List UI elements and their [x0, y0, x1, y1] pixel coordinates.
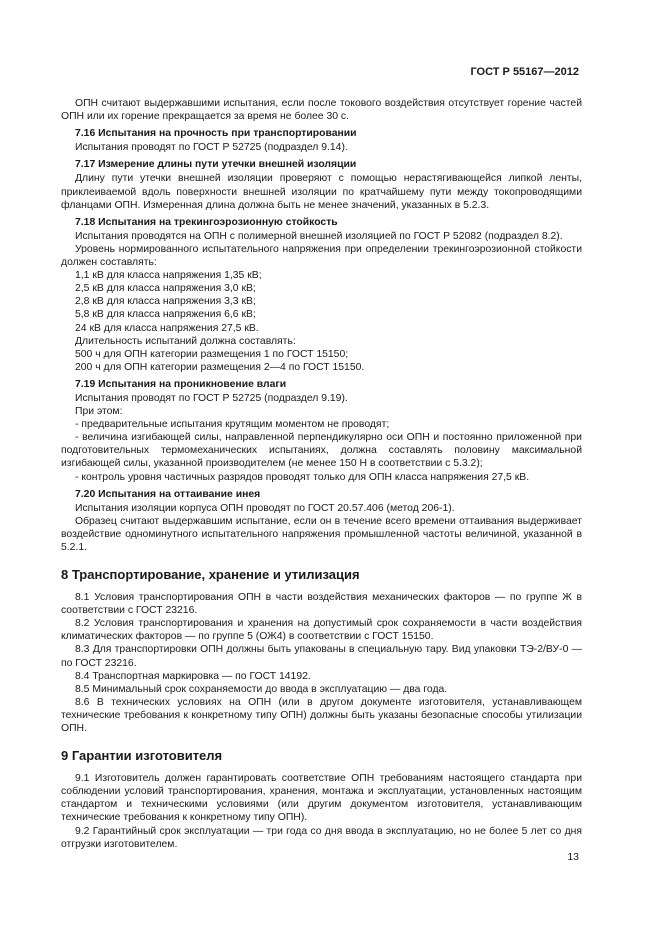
page-number: 13 [567, 851, 579, 863]
clause-8-1: 8.1 Условия транспортирования ОПН в части воздействия механических факторов — по группе Ж в соответствии с ГОСТ 23216. [61, 592, 582, 617]
list-bullet: - контроль уровня частичных разрядов проводят только для ОПН класса напряжения 27,5 кВ. [75, 471, 530, 483]
section-8-heading: 8 Транспортирование, хранение и утилизация [61, 567, 360, 583]
page-content [61, 97, 582, 851]
voltage-item: 2,5 кВ для класса напряжения 3,0 кВ; [75, 283, 256, 295]
section-7-20-text-2: Образец считают выдержавшим испытание, если он в течение всего времени оттаивания выдерживает воздействие одноминутного испытательного напряжения промышленной частоты величиной, указанной в 5.2.1. [61, 515, 582, 553]
section-7-17-text: Длину пути утечки внешней изоляции проверяют с помощью нерастягивающейся липкой ленты, приклеиваемой вдоль поверхности внешней изоляции по кратчайшему пути между токопроводящими фланцами ОПН. Измеренная длина должна быть не менее значений, указанных в 5.2.3. [61, 173, 582, 211]
intro-paragraph: ОПН считают выдержавшими испытания, если после токового воздействия отсутствует горение частей ОПН или их горение прекращается за время не более 30 с. [61, 98, 582, 123]
voltage-item: 24 кВ для класса напряжения 27,5 кВ. [75, 322, 259, 334]
section-7-16-heading: 7.16 Испытания на прочность при транспортировании [75, 128, 357, 140]
section-7-17-heading: 7.17 Измерение длины пути утечки внешней изоляции [75, 159, 357, 171]
voltage-item: 2,8 кВ для класса напряжения 3,3 кВ; [75, 296, 256, 308]
clause-9-2: 9.2 Гарантийный срок эксплуатации — три года со дня ввода в эксплуатацию, но не более 5 лет со дня отгрузки изготовителем. [61, 825, 582, 850]
section-7-19-text-2: При этом: [75, 406, 123, 418]
clause-8-3: 8.3 Для транспортировки ОПН должны быть упакованы в специальную тару. Вид упаковки ТЭ-2/ВУ-0 — по ГОСТ 23216. [61, 644, 582, 669]
duration-item: 500 ч для ОПН категории размещения 1 по ГОСТ 15150; [75, 348, 349, 360]
section-7-18-text-1: Испытания проводятся на ОПН с полимерной внешней изоляцией по ГОСТ Р 52082 (подраздел 8.2). [75, 230, 563, 242]
voltage-item: 5,8 кВ для класса напряжения 6,6 кВ; [75, 309, 256, 321]
duration-item: 200 ч для ОПН категории размещения 2—4 по ГОСТ 15150. [75, 361, 365, 373]
clause-8-5: 8.5 Минимальный срок сохраняемости до ввода в эксплуатацию — два года. [75, 683, 448, 695]
section-7-19-heading: 7.19 Испытания на проникновение влаги [75, 378, 287, 390]
section-7-19-text-1: Испытания проводят по ГОСТ Р 52725 (подраздел 9.19). [75, 392, 348, 404]
section-7-20-text-1: Испытания изоляции корпуса ОПН проводят по ГОСТ 20.57.406 (метод 206-1). [75, 502, 455, 514]
section-7-18-heading: 7.18 Испытания на трекингоэрозионную стойкость [75, 216, 338, 228]
section-7-18-text-3: Длительность испытаний должна составлять: [75, 335, 296, 347]
section-7-16-text: Испытания проводят по ГОСТ Р 52725 (подраздел 9.14). [75, 142, 348, 154]
clause-8-6: 8.6 В технических условиях на ОПН (или в другом документе изготовителя, устанавливающем технические требования к конкретному типу ОПН) должны быть указаны безопасные способы утилизации ОПН. [61, 696, 582, 735]
clause-9-1: 9.1 Изготовитель должен гарантировать соответствие ОПН требованиям настоящего стандарта при соблюдении условий транспортирования, хранения, монтажа и эксплуатации, установленных настоящим стандартом и техническими условиями (или другим документом изготовителя, устанавливающим технические требования к конкретному типу ОПН). [61, 773, 582, 824]
list-bullet: - величина изгибающей силы, направленной перпендикулярно оси ОПН и постоянно приложенной при подготовительных термомеханических испытаниях, должна составлять половину максимальной изгибающей силы, указанной производителем (не менее 150 Н в соответствии с 5.3.2); [61, 432, 582, 470]
section-9-heading: 9 Гарантии изготовителя [61, 748, 223, 764]
list-bullet: - предварительные испытания крутящим моментом не проводят; [75, 419, 390, 431]
voltage-item: 1,1 кВ для класса напряжения 1,35 кВ; [75, 270, 262, 282]
document-code: ГОСТ Р 55167—2012 [470, 66, 579, 78]
section-7-18-text-2: Уровень нормированного испытательного напряжения при определении трекингоэрозионной стойкости должен составлять: [61, 243, 582, 269]
section-7-20-heading: 7.20 Испытания на оттаивание инея [75, 488, 261, 500]
clause-8-4: 8.4 Транспортная маркировка — по ГОСТ 14192. [75, 670, 311, 682]
clause-8-2: 8.2 Условия транспортирования и хранения на допустимый срок сохраняемости в части воздействия климатических факторов — по группе 5 (ОЖ4) в соответствии с ГОСТ 15150. [61, 618, 582, 643]
